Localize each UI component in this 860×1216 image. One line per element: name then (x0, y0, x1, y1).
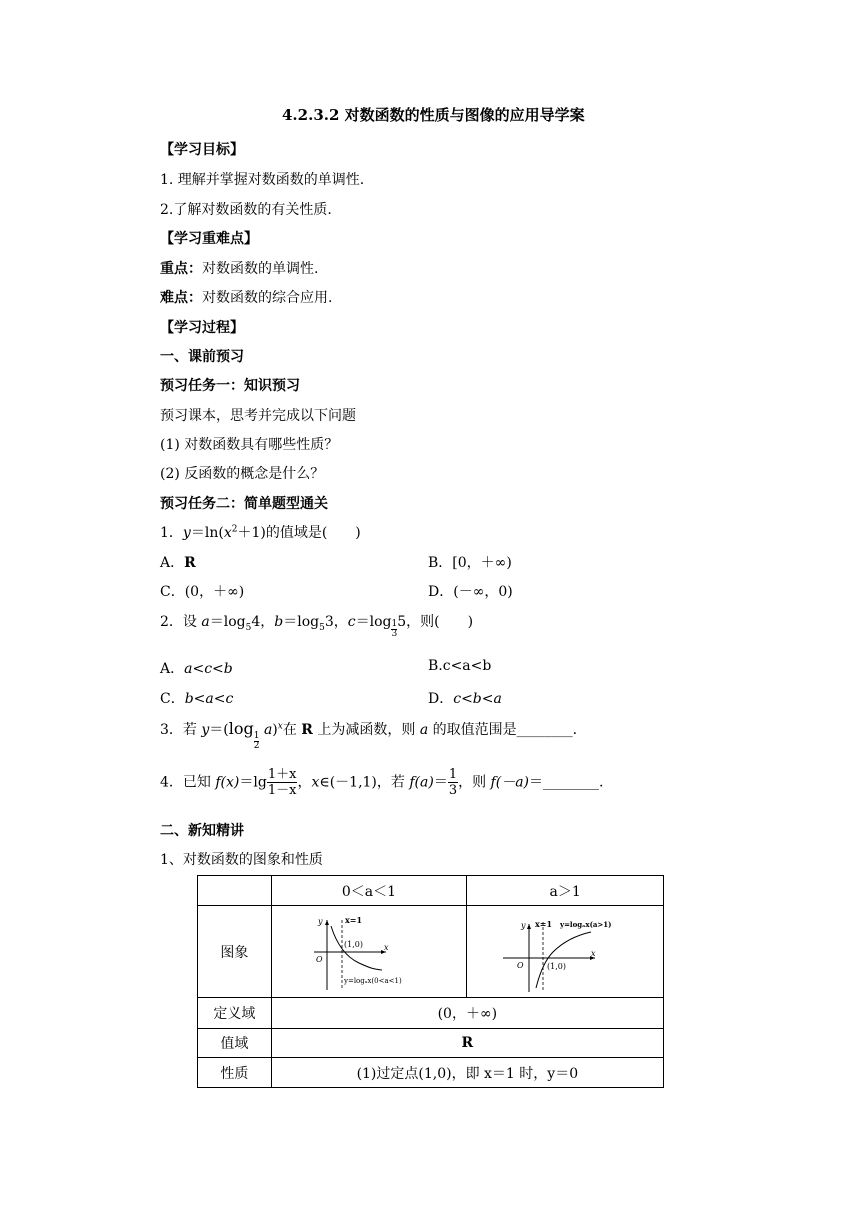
difficulty-line (160, 287, 332, 307)
origin-label: O (315, 954, 323, 964)
problem1-option-d: D．(－∞，0) (428, 584, 513, 600)
section1-heading: 一、课前预习 (160, 349, 244, 365)
curve-label: y=logₐx(0<a<1) (343, 976, 402, 985)
task2-heading: 预习任务二：简单题型通关 (160, 496, 328, 512)
increasing-log-graph (495, 910, 635, 994)
subsection-heading: 1、对数函数的图象和性质 (160, 852, 323, 868)
row-label-range: 值域 (198, 1029, 272, 1058)
x-axis-label: x (383, 942, 389, 952)
table-corner (198, 876, 272, 906)
domain-value: (0，＋∞) (271, 998, 663, 1029)
problem2-option-a: A．a<c<b (160, 661, 233, 677)
graph-decreasing (271, 906, 467, 998)
fixed-point-label: (1,0) (547, 961, 567, 971)
process-heading: 【学习过程】 (160, 320, 244, 336)
task1-heading: 预习任务一：知识预习 (160, 378, 300, 394)
value-fraction: $\frac{1}{3}$ (448, 767, 458, 798)
key-heading: 【学习重难点】 (160, 231, 258, 247)
problem1-stem: 1．$y=\ln(x^2+1)$的值域是( ) (160, 524, 361, 541)
graph-increasing (467, 906, 664, 998)
problem2-option-d: D．c<b<a (428, 691, 502, 707)
row-label-graph: 图象 (198, 906, 272, 998)
y-axis-label: y (521, 920, 526, 930)
focus-line (160, 258, 318, 278)
row-label-property: 性质 (198, 1058, 272, 1088)
focus-label: 重点： (160, 261, 202, 277)
problem1-option-c: C．(0，＋∞) (160, 584, 245, 600)
asymptote-label: x=1 (344, 914, 363, 925)
x-axis-label: x (591, 948, 596, 958)
range-value: R (271, 1029, 663, 1058)
goals-heading: 【学习目标】 (160, 142, 244, 158)
problem4-stem: 4．已知 f(x)＝lg $\frac{1+x}{1-x}$ ，x∈(－1,1)，若 f(a)＝ $\frac{1}{3}$ ，则 f(－a)＝________. (160, 767, 604, 798)
asymptote-label: x=1 (535, 918, 553, 929)
log-base-fraction: $\frac{1}{3}$ (391, 619, 398, 639)
task1-intro: 预习课本，思考并完成以下问题 (160, 408, 356, 424)
goal-item-2: 2.了解对数函数的有关性质. (160, 202, 332, 218)
log-base-fraction: $\frac{1}{2}$ (253, 731, 260, 751)
curve-label: y=logₐx(a>1) (560, 919, 612, 929)
problem2-stem: 2．设 $a=\log_54$，$b=\log_53$，c＝log $\frac{1}{3}5$，则( ) (160, 614, 474, 639)
origin-label: O (517, 960, 524, 970)
log-function-table (197, 875, 664, 1088)
difficulty-label: 难点： (160, 290, 202, 306)
property-value: (1)过定点(1,0)，即 x＝1 时，y＝0 (271, 1058, 663, 1088)
question-2: (2) 反函数的概念是什么？ (160, 466, 325, 482)
decreasing-log-graph (304, 910, 434, 994)
goal-item-1: 1. 理解并掌握对数函数的单调性. (160, 172, 365, 188)
row-label-domain: 定义域 (198, 998, 272, 1029)
problem2-option-c: C．b<a<c (160, 691, 234, 707)
lg-fraction: $\frac{1+x}{1-x}$ (267, 767, 297, 798)
header-a-gt-1: a＞1 (467, 876, 664, 906)
focus-text: 对数函数的单调性. (202, 261, 319, 277)
page-title: 4.2.3.2 对数函数的性质与图像的应用导学案 (282, 106, 585, 124)
fixed-point-label: (1,0) (343, 939, 363, 949)
header-0-a-1: 0＜a＜1 (271, 876, 467, 906)
y-axis-label: y (317, 916, 323, 926)
problem2-option-b: B.c<a<b (428, 658, 492, 674)
question-1: (1) 对数函数具有哪些性质？ (160, 437, 339, 453)
problem1-option-b: B．[0，＋∞) (428, 555, 512, 571)
problem3-stem: 3．若 y＝(log $\frac{1}{2} a)^x$在 R 上为减函数，则 a 的取值范围是________. (160, 719, 578, 751)
problem1-option-a: A．R (160, 555, 196, 571)
section2-heading: 二、新知精讲 (160, 823, 244, 839)
difficulty-text: 对数函数的综合应用. (202, 290, 333, 306)
